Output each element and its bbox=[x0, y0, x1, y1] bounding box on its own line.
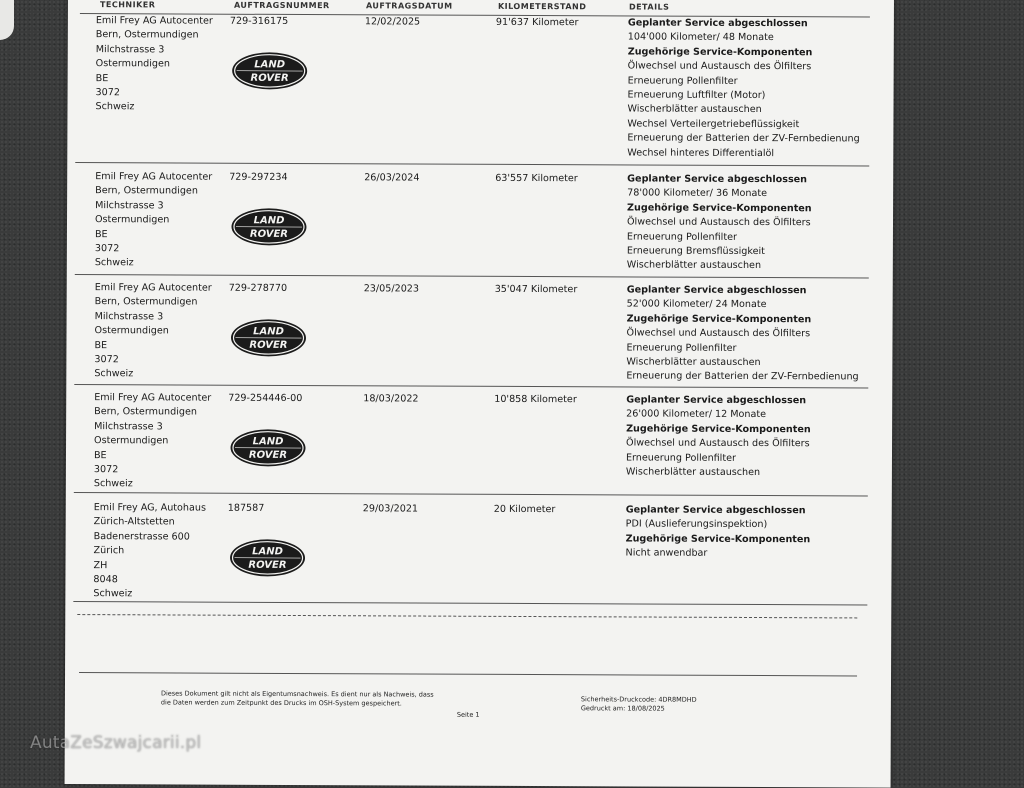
mileage: 10'858 Kilometer bbox=[494, 393, 577, 408]
address-line: 3072 bbox=[95, 242, 225, 257]
components-title: Zugehörige Service-Komponenten bbox=[627, 201, 887, 217]
technician-address bbox=[95, 170, 225, 271]
address-line: Bern, Ostermundigen bbox=[94, 406, 224, 421]
service-item: Erneuerung Pollenfilter bbox=[626, 451, 886, 467]
address-line: BE bbox=[96, 72, 226, 87]
mileage: 63'557 Kilometer bbox=[495, 172, 578, 187]
entry-divider bbox=[75, 162, 869, 166]
address-line: Bern, Ostermundigen bbox=[95, 296, 225, 311]
details-title: Geplanter Service abgeschlossen bbox=[628, 16, 888, 32]
address-line: Ostermundigen bbox=[94, 434, 224, 449]
details-title: Geplanter Service abgeschlossen bbox=[627, 283, 887, 299]
details-title: Geplanter Service abgeschlossen bbox=[626, 503, 886, 519]
logo-text-land: LAND bbox=[254, 59, 285, 70]
address-line: BE bbox=[94, 339, 224, 354]
address-line: Ostermundigen bbox=[94, 324, 224, 339]
address-line: Schweiz bbox=[93, 588, 223, 603]
service-item: Ölwechsel und Austausch des Ölfilters bbox=[626, 437, 886, 453]
service-item: Erneuerung Pollenfilter bbox=[627, 230, 887, 246]
order-date: 29/03/2021 bbox=[363, 502, 418, 517]
address-line: Zürich-Altstetten bbox=[94, 516, 224, 531]
components-title: Zugehörige Service-Komponenten bbox=[626, 422, 886, 438]
address-line: Milchstrasse 3 bbox=[95, 199, 225, 214]
address-line: Ostermundigen bbox=[96, 57, 226, 72]
technician-address bbox=[95, 14, 225, 115]
technician-address bbox=[94, 391, 224, 492]
technician-address bbox=[93, 501, 223, 602]
service-entry bbox=[67, 281, 893, 285]
security-code: Sicherheits-Druckcode: 4DR8MDHD bbox=[581, 695, 697, 704]
disclaimer-line-2: die Daten werden zum Zeitpunkt des Drucks im OSH-System gespeichert. bbox=[161, 698, 434, 708]
order-number: 729-316175 bbox=[230, 15, 288, 30]
address-line: 3072 bbox=[94, 353, 224, 368]
service-item: Wischerblätter austauschen bbox=[627, 103, 887, 119]
service-interval: PDI (Auslieferungsinspektion) bbox=[626, 518, 886, 534]
service-item: Erneuerung der Batterien der ZV-Fernbedienung bbox=[626, 370, 886, 386]
address-line: 3072 bbox=[94, 463, 224, 478]
address-line: ZH bbox=[93, 559, 223, 574]
address-line: Badenerstrasse 600 bbox=[94, 530, 224, 545]
logo-text-rover: ROVER bbox=[251, 73, 289, 84]
address-line: Milchstrasse 3 bbox=[95, 310, 225, 325]
logo-text-land: LAND bbox=[254, 215, 285, 226]
header-details: DETAILS bbox=[629, 2, 670, 11]
service-item: Erneuerung der Batterien der ZV-Fernbedienung bbox=[627, 132, 887, 148]
service-item: Wischerblätter austauschen bbox=[626, 465, 886, 481]
order-number: 729-278770 bbox=[229, 282, 287, 297]
service-interval: 26'000 Kilometer/ 12 Monate bbox=[626, 408, 886, 424]
address-line: Milchstrasse 3 bbox=[96, 43, 226, 58]
address-line: Emil Frey AG, Autohaus bbox=[94, 501, 224, 516]
header-km: KILOMETERSTAND bbox=[498, 2, 586, 11]
service-item: Erneuerung Luftfilter (Motor) bbox=[628, 88, 888, 104]
technician-address bbox=[94, 281, 224, 382]
service-item: Erneuerung Pollenfilter bbox=[626, 341, 886, 357]
service-entry bbox=[67, 170, 893, 174]
logo-text-land: LAND bbox=[253, 326, 284, 337]
service-entry bbox=[66, 501, 892, 505]
address-line: Bern, Ostermundigen bbox=[95, 185, 225, 200]
footer-divider bbox=[79, 672, 857, 676]
mileage: 20 Kilometer bbox=[494, 503, 556, 518]
service-interval: 104'000 Kilometer/ 48 Monate bbox=[628, 31, 888, 47]
header-tech: TECHNIKER bbox=[100, 0, 156, 9]
logo-text-rover: ROVER bbox=[249, 450, 287, 461]
service-item: Ölwechsel und Austausch des Ölfilters bbox=[626, 327, 886, 343]
order-date: 12/02/2025 bbox=[365, 15, 420, 30]
address-line: Schweiz bbox=[95, 101, 225, 116]
service-item: Wischerblätter austauschen bbox=[627, 259, 887, 275]
service-details bbox=[627, 172, 887, 274]
land-rover-logo bbox=[231, 51, 309, 91]
entry-divider bbox=[74, 492, 868, 496]
service-entry bbox=[66, 391, 892, 395]
service-details bbox=[626, 503, 886, 562]
details-title: Geplanter Service abgeschlossen bbox=[627, 172, 887, 188]
logo-text-rover: ROVER bbox=[250, 229, 288, 240]
address-line: Zürich bbox=[94, 544, 224, 559]
service-details bbox=[627, 16, 888, 161]
entry-divider bbox=[75, 274, 869, 278]
page-number: Seite 1 bbox=[457, 711, 480, 720]
address-line: Schweiz bbox=[94, 368, 224, 383]
footer-disclaimer bbox=[161, 689, 434, 707]
components-title: Zugehörige Service-Komponenten bbox=[628, 45, 888, 61]
service-interval: 52'000 Kilometer/ 24 Monate bbox=[627, 298, 887, 314]
logo-text-rover: ROVER bbox=[249, 340, 287, 351]
background-object bbox=[0, 0, 14, 40]
disclaimer-line-1: Dieses Dokument gilt nicht als Eigentumsnachweis. Es dient nur als Nachweis, dass bbox=[161, 689, 434, 699]
end-divider bbox=[77, 614, 857, 618]
service-item: Nicht anwendbar bbox=[626, 547, 886, 563]
land-rover-logo bbox=[229, 318, 307, 358]
address-line: BE bbox=[95, 228, 225, 243]
header-order: AUFTRAGSNUMMER bbox=[234, 1, 330, 10]
service-item: Wechsel hinteres Differentialöl bbox=[627, 146, 887, 162]
logo-text-land: LAND bbox=[253, 436, 284, 447]
address-line: Ostermundigen bbox=[95, 213, 225, 228]
header-date: AUFTRAGSDATUM bbox=[366, 1, 453, 10]
order-number: 187587 bbox=[228, 502, 265, 517]
service-history-page bbox=[65, 0, 894, 788]
service-details bbox=[626, 283, 886, 385]
footer-print-info bbox=[581, 695, 697, 713]
address-line: 3072 bbox=[96, 86, 226, 101]
order-date: 26/03/2024 bbox=[364, 171, 419, 186]
service-item: Erneuerung Pollenfilter bbox=[628, 74, 888, 90]
mileage: 35'047 Kilometer bbox=[495, 283, 578, 298]
address-line: Bern, Ostermundigen bbox=[96, 29, 226, 44]
order-number: 729-297234 bbox=[229, 171, 287, 186]
order-number: 729-254446-00 bbox=[228, 392, 302, 407]
mileage: 91'637 Kilometer bbox=[496, 16, 579, 31]
address-line: Milchstrasse 3 bbox=[94, 420, 224, 435]
service-item: Ölwechsel und Austausch des Ölfilters bbox=[628, 60, 888, 76]
order-date: 18/03/2022 bbox=[363, 392, 418, 407]
address-line: BE bbox=[94, 449, 224, 464]
address-line: Schweiz bbox=[94, 478, 224, 493]
entry-divider bbox=[73, 601, 867, 605]
order-date: 23/05/2023 bbox=[364, 282, 419, 297]
service-details bbox=[626, 393, 886, 481]
land-rover-logo bbox=[229, 428, 307, 468]
address-line: Schweiz bbox=[95, 257, 225, 272]
address-line: 8048 bbox=[93, 573, 223, 588]
address-line: Emil Frey AG Autocenter bbox=[95, 281, 225, 296]
logo-text-land: LAND bbox=[252, 546, 283, 557]
details-title: Geplanter Service abgeschlossen bbox=[626, 393, 886, 409]
land-rover-logo bbox=[228, 538, 306, 578]
address-line: Emil Frey AG Autocenter bbox=[96, 14, 226, 29]
service-item: Wischerblätter austauschen bbox=[626, 355, 886, 371]
service-item: Wechsel Verteilergetriebeflüssigkeit bbox=[627, 117, 887, 133]
land-rover-logo bbox=[230, 207, 308, 247]
print-date: Gedruckt am: 18/08/2025 bbox=[581, 704, 697, 713]
service-item: Erneuerung Bremsflüssigkeit bbox=[627, 244, 887, 260]
service-interval: 78'000 Kilometer/ 36 Monate bbox=[627, 187, 887, 203]
service-item: Ölwechsel und Austausch des Ölfilters bbox=[627, 216, 887, 232]
components-title: Zugehörige Service-Komponenten bbox=[626, 532, 886, 548]
address-line: Emil Frey AG Autocenter bbox=[94, 391, 224, 406]
watermark: AutaZeSzwajcarii.pl bbox=[30, 733, 201, 753]
address-line: Emil Frey AG Autocenter bbox=[95, 170, 225, 185]
logo-text-rover: ROVER bbox=[248, 560, 286, 571]
components-title: Zugehörige Service-Komponenten bbox=[627, 312, 887, 328]
